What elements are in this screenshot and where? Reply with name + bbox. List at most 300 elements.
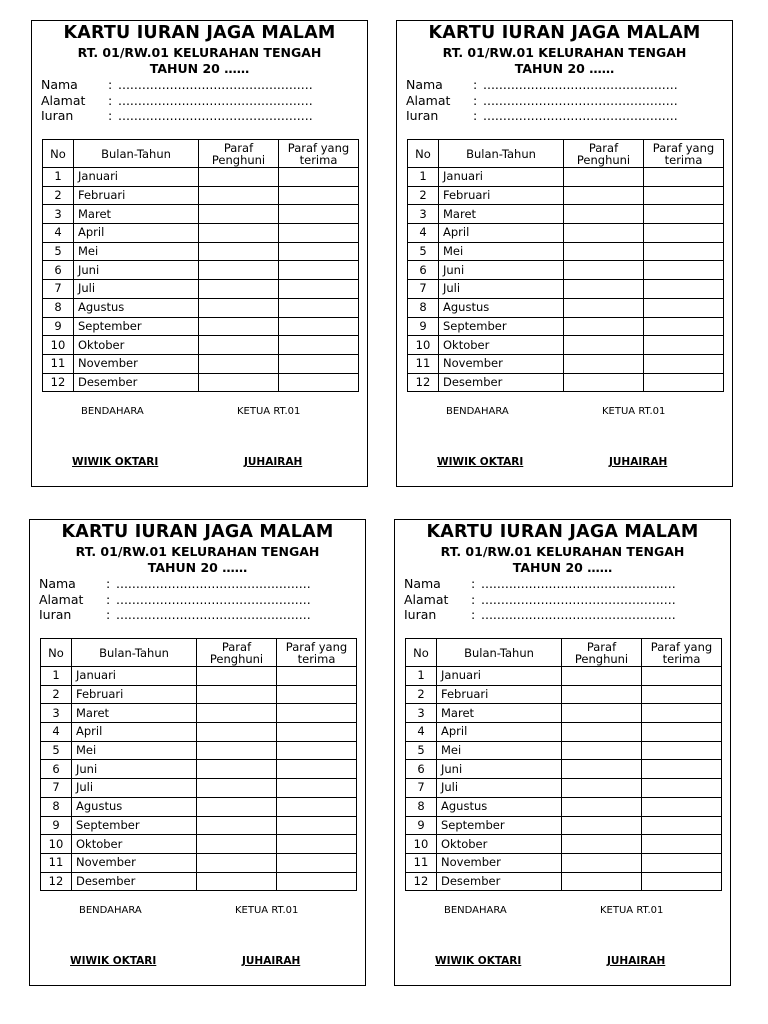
table-row xyxy=(43,224,359,243)
field-row-alamat xyxy=(39,592,311,608)
ketua-label: KETUA RT.01 xyxy=(235,905,299,916)
field-row-nama xyxy=(39,576,311,592)
member-fields xyxy=(404,576,676,623)
row-number: 4 xyxy=(41,723,72,742)
field-colon: : xyxy=(106,576,111,591)
paraf-terima-cell xyxy=(279,354,359,373)
field-row-alamat xyxy=(404,592,676,608)
paraf-penghuni-cell xyxy=(197,779,277,798)
paraf-terima-cell xyxy=(644,354,724,373)
field-row-nama xyxy=(41,77,313,93)
paraf-penghuni-cell xyxy=(564,261,644,280)
table-row xyxy=(408,373,724,392)
payment-table xyxy=(405,638,722,891)
table-row xyxy=(43,261,359,280)
row-number: 5 xyxy=(43,242,74,261)
table-row xyxy=(408,336,724,355)
field-label: Iuran xyxy=(406,108,439,123)
row-month: Desember xyxy=(437,872,562,891)
field-colon: : xyxy=(471,607,476,622)
table-row xyxy=(408,298,724,317)
card-subtitle: RT. 01/RW.01 KELURAHAN TENGAH xyxy=(442,45,687,60)
table-row xyxy=(43,373,359,392)
field-row-iuran xyxy=(404,607,676,623)
row-number: 3 xyxy=(406,704,437,723)
field-row-iuran xyxy=(39,607,311,623)
card-subtitle: RT. 01/RW.01 KELURAHAN TENGAH xyxy=(77,45,322,60)
dues-card xyxy=(29,519,366,986)
field-label: Alamat xyxy=(41,92,86,108)
field-blank: ................................................. xyxy=(116,607,311,622)
table-row xyxy=(41,685,357,704)
table-row xyxy=(43,317,359,336)
row-month: Desember xyxy=(439,373,564,392)
row-month: Mei xyxy=(72,741,197,760)
field-colon: : xyxy=(471,591,476,607)
row-number: 9 xyxy=(406,816,437,835)
paraf-terima-cell xyxy=(644,186,724,205)
dues-card xyxy=(394,519,731,986)
row-month: Oktober xyxy=(437,835,562,854)
field-row-iuran xyxy=(41,108,313,124)
row-month: Mei xyxy=(74,242,199,261)
table-row xyxy=(406,667,722,686)
field-row-iuran xyxy=(406,108,678,124)
row-month: September xyxy=(72,816,197,835)
row-number: 8 xyxy=(43,298,74,317)
row-number: 6 xyxy=(408,261,439,280)
paraf-penghuni-cell xyxy=(197,797,277,816)
table-row xyxy=(41,741,357,760)
payment-table xyxy=(42,139,359,392)
ketua-label: KETUA RT.01 xyxy=(237,406,301,417)
paraf-terima-cell xyxy=(642,797,722,816)
row-month: Oktober xyxy=(74,336,199,355)
paraf-penghuni-cell xyxy=(564,186,644,205)
paraf-penghuni-cell xyxy=(564,242,644,261)
field-colon: : xyxy=(473,77,478,92)
row-number: 2 xyxy=(41,685,72,704)
paraf-penghuni-cell xyxy=(562,779,642,798)
row-month: Maret xyxy=(439,205,564,224)
paraf-penghuni-cell xyxy=(562,760,642,779)
paraf-terima-cell xyxy=(279,168,359,187)
dues-card xyxy=(31,20,368,487)
paraf-terima-cell xyxy=(277,853,357,872)
paraf-penghuni-cell xyxy=(199,242,279,261)
paraf-penghuni-cell xyxy=(197,760,277,779)
header-no: No xyxy=(41,639,72,667)
field-row-nama xyxy=(404,576,676,592)
row-number: 10 xyxy=(43,336,74,355)
field-blank: ................................................. xyxy=(116,591,311,607)
ketua-label: KETUA RT.01 xyxy=(600,905,664,916)
paraf-terima-cell xyxy=(642,685,722,704)
card-title: KARTU IURAN JAGA MALAM xyxy=(428,23,701,43)
field-blank: ................................................. xyxy=(481,576,676,591)
table-row xyxy=(408,224,724,243)
row-month: September xyxy=(74,317,199,336)
field-colon: : xyxy=(108,108,113,123)
paraf-penghuni-cell xyxy=(197,667,277,686)
paraf-penghuni-cell xyxy=(564,168,644,187)
paraf-terima-cell xyxy=(279,186,359,205)
paraf-penghuni-cell xyxy=(199,280,279,299)
table-header-row xyxy=(406,639,722,667)
paraf-terima-cell xyxy=(277,723,357,742)
paraf-terima-cell xyxy=(642,741,722,760)
paraf-penghuni-cell xyxy=(197,853,277,872)
bendahara-label: BENDAHARA xyxy=(444,905,507,916)
header-no: No xyxy=(43,140,74,168)
paraf-terima-cell xyxy=(279,205,359,224)
card-year: TAHUN 20 …… xyxy=(147,560,248,575)
paraf-penghuni-cell xyxy=(562,853,642,872)
table-row xyxy=(43,336,359,355)
row-number: 7 xyxy=(43,280,74,299)
field-blank: ................................................. xyxy=(118,77,313,92)
ketua-name: JUHAIRAH xyxy=(607,955,666,967)
table-row xyxy=(41,760,357,779)
table-row xyxy=(408,261,724,280)
member-fields xyxy=(41,77,313,124)
table-row xyxy=(43,205,359,224)
table-header-row xyxy=(43,140,359,168)
table-row xyxy=(41,816,357,835)
header-paraf-terima: Paraf yang terima xyxy=(277,639,357,667)
row-number: 7 xyxy=(406,779,437,798)
table-row xyxy=(406,760,722,779)
field-label: Iuran xyxy=(404,607,437,622)
paraf-terima-cell xyxy=(644,242,724,261)
field-colon: : xyxy=(471,576,476,591)
paraf-terima-cell xyxy=(277,872,357,891)
paraf-terima-cell xyxy=(277,760,357,779)
paraf-terima-cell xyxy=(642,872,722,891)
row-month: April xyxy=(439,224,564,243)
row-month: April xyxy=(437,723,562,742)
header-paraf-penghuni: Paraf Penghuni xyxy=(197,639,277,667)
row-number: 8 xyxy=(408,298,439,317)
table-row xyxy=(41,797,357,816)
bendahara-name: WIWIK OKTARI xyxy=(437,456,524,468)
row-month: November xyxy=(74,354,199,373)
row-month: Maret xyxy=(72,704,197,723)
paraf-penghuni-cell xyxy=(564,280,644,299)
field-row-alamat xyxy=(406,93,678,109)
paraf-terima-cell xyxy=(277,667,357,686)
table-row xyxy=(406,797,722,816)
paraf-terima-cell xyxy=(642,667,722,686)
row-number: 1 xyxy=(408,168,439,187)
field-blank: ................................................. xyxy=(116,576,311,591)
field-label: Nama xyxy=(404,576,441,591)
field-label: Alamat xyxy=(404,591,449,607)
table-row xyxy=(406,835,722,854)
table-row xyxy=(41,704,357,723)
paraf-terima-cell xyxy=(279,280,359,299)
row-number: 2 xyxy=(406,685,437,704)
paraf-penghuni-cell xyxy=(197,816,277,835)
paraf-terima-cell xyxy=(642,816,722,835)
row-month: Agustus xyxy=(74,298,199,317)
bendahara-label: BENDAHARA xyxy=(446,406,509,417)
header-bulan-tahun: Bulan-Tahun xyxy=(437,639,562,667)
row-number: 9 xyxy=(43,317,74,336)
row-month: Maret xyxy=(437,704,562,723)
table-row xyxy=(406,685,722,704)
row-number: 11 xyxy=(408,354,439,373)
paraf-penghuni-cell xyxy=(197,835,277,854)
header-bulan-tahun: Bulan-Tahun xyxy=(439,140,564,168)
paraf-terima-cell xyxy=(644,373,724,392)
field-blank: ................................................. xyxy=(483,92,678,108)
row-month: Maret xyxy=(74,205,199,224)
table-row xyxy=(43,186,359,205)
row-number: 12 xyxy=(408,373,439,392)
paraf-terima-cell xyxy=(642,704,722,723)
table-row xyxy=(43,168,359,187)
ketua-name: JUHAIRAH xyxy=(242,955,301,967)
paraf-terima-cell xyxy=(642,779,722,798)
card-subtitle: RT. 01/RW.01 KELURAHAN TENGAH xyxy=(75,544,320,559)
field-blank: ................................................. xyxy=(483,108,678,123)
card-year: TAHUN 20 …… xyxy=(149,61,250,76)
row-number: 12 xyxy=(41,872,72,891)
row-month: Januari xyxy=(439,168,564,187)
row-number: 9 xyxy=(408,317,439,336)
member-fields xyxy=(406,77,678,124)
paraf-penghuni-cell xyxy=(197,872,277,891)
row-month: Juli xyxy=(72,779,197,798)
paraf-terima-cell xyxy=(279,317,359,336)
row-month: April xyxy=(72,723,197,742)
row-number: 6 xyxy=(43,261,74,280)
bendahara-name: WIWIK OKTARI xyxy=(435,955,522,967)
table-row xyxy=(406,853,722,872)
header-paraf-terima: Paraf yang terima xyxy=(279,140,359,168)
row-month: Agustus xyxy=(437,797,562,816)
paraf-terima-cell xyxy=(279,242,359,261)
paraf-penghuni-cell xyxy=(199,168,279,187)
header-paraf-terima: Paraf yang terima xyxy=(642,639,722,667)
header-bulan-tahun: Bulan-Tahun xyxy=(74,140,199,168)
paraf-terima-cell xyxy=(277,797,357,816)
row-number: 2 xyxy=(43,186,74,205)
field-label: Iuran xyxy=(39,607,72,622)
table-row xyxy=(41,667,357,686)
table-row xyxy=(406,704,722,723)
row-number: 5 xyxy=(406,741,437,760)
row-month: Oktober xyxy=(72,835,197,854)
header-bulan-tahun: Bulan-Tahun xyxy=(72,639,197,667)
row-month: November xyxy=(437,853,562,872)
payment-table xyxy=(407,139,724,392)
field-row-alamat xyxy=(41,93,313,109)
row-number: 1 xyxy=(406,667,437,686)
card-title: KARTU IURAN JAGA MALAM xyxy=(61,522,334,542)
table-row xyxy=(408,280,724,299)
table-row xyxy=(41,779,357,798)
paraf-penghuni-cell xyxy=(562,816,642,835)
paraf-terima-cell xyxy=(279,298,359,317)
field-blank: ................................................. xyxy=(118,108,313,123)
paraf-penghuni-cell xyxy=(562,685,642,704)
paraf-penghuni-cell xyxy=(199,354,279,373)
paraf-penghuni-cell xyxy=(197,704,277,723)
table-row xyxy=(406,723,722,742)
paraf-terima-cell xyxy=(279,261,359,280)
field-label: Nama xyxy=(41,77,78,92)
paraf-terima-cell xyxy=(642,760,722,779)
row-month: Juni xyxy=(439,261,564,280)
card-title: KARTU IURAN JAGA MALAM xyxy=(63,23,336,43)
row-month: Juni xyxy=(72,760,197,779)
row-number: 4 xyxy=(408,224,439,243)
table-row xyxy=(43,280,359,299)
paraf-penghuni-cell xyxy=(562,667,642,686)
table-row xyxy=(408,186,724,205)
table-row xyxy=(406,816,722,835)
table-row xyxy=(41,853,357,872)
row-number: 11 xyxy=(406,853,437,872)
paraf-terima-cell xyxy=(642,723,722,742)
bendahara-name: WIWIK OKTARI xyxy=(72,456,159,468)
paraf-terima-cell xyxy=(644,298,724,317)
paraf-terima-cell xyxy=(277,779,357,798)
paraf-penghuni-cell xyxy=(564,205,644,224)
table-row xyxy=(41,835,357,854)
row-number: 3 xyxy=(408,205,439,224)
paraf-penghuni-cell xyxy=(199,205,279,224)
row-number: 6 xyxy=(41,760,72,779)
paraf-penghuni-cell xyxy=(199,373,279,392)
paraf-penghuni-cell xyxy=(199,298,279,317)
row-number: 6 xyxy=(406,760,437,779)
field-label: Alamat xyxy=(39,591,84,607)
header-paraf-penghuni: Paraf Penghuni xyxy=(564,140,644,168)
header-paraf-terima: Paraf yang terima xyxy=(644,140,724,168)
row-number: 5 xyxy=(41,741,72,760)
row-number: 9 xyxy=(41,816,72,835)
field-label: Nama xyxy=(39,576,76,591)
field-colon: : xyxy=(108,77,113,92)
row-number: 1 xyxy=(41,667,72,686)
header-paraf-penghuni: Paraf Penghuni xyxy=(199,140,279,168)
paraf-penghuni-cell xyxy=(199,224,279,243)
paraf-penghuni-cell xyxy=(562,741,642,760)
row-month: September xyxy=(437,816,562,835)
field-blank: ................................................. xyxy=(481,591,676,607)
table-row xyxy=(41,872,357,891)
table-row xyxy=(408,317,724,336)
paraf-terima-cell xyxy=(277,741,357,760)
row-month: Agustus xyxy=(439,298,564,317)
paraf-terima-cell xyxy=(644,261,724,280)
bendahara-name: WIWIK OKTARI xyxy=(70,955,157,967)
row-number: 4 xyxy=(406,723,437,742)
field-blank: ................................................. xyxy=(483,77,678,92)
ketua-name: JUHAIRAH xyxy=(244,456,303,468)
row-month: Juli xyxy=(74,280,199,299)
card-subtitle: RT. 01/RW.01 KELURAHAN TENGAH xyxy=(440,544,685,559)
field-colon: : xyxy=(473,108,478,123)
paraf-terima-cell xyxy=(644,168,724,187)
row-number: 7 xyxy=(41,779,72,798)
row-month: September xyxy=(439,317,564,336)
paraf-terima-cell xyxy=(279,336,359,355)
paraf-penghuni-cell xyxy=(562,872,642,891)
table-row xyxy=(406,779,722,798)
row-number: 8 xyxy=(41,797,72,816)
row-month: Desember xyxy=(74,373,199,392)
field-colon: : xyxy=(106,607,111,622)
row-number: 12 xyxy=(406,872,437,891)
row-month: Juli xyxy=(439,280,564,299)
paraf-terima-cell xyxy=(279,373,359,392)
bendahara-label: BENDAHARA xyxy=(79,905,142,916)
table-header-row xyxy=(408,140,724,168)
paraf-penghuni-cell xyxy=(564,298,644,317)
row-number: 11 xyxy=(43,354,74,373)
row-number: 2 xyxy=(408,186,439,205)
row-month: Januari xyxy=(437,667,562,686)
row-month: Februari xyxy=(74,186,199,205)
card-year: TAHUN 20 …… xyxy=(514,61,615,76)
row-number: 7 xyxy=(408,280,439,299)
row-month: Februari xyxy=(72,685,197,704)
table-row xyxy=(406,741,722,760)
row-month: Januari xyxy=(72,667,197,686)
paraf-penghuni-cell xyxy=(564,373,644,392)
table-row xyxy=(408,205,724,224)
row-number: 10 xyxy=(408,336,439,355)
row-month: Agustus xyxy=(72,797,197,816)
paraf-penghuni-cell xyxy=(562,835,642,854)
bendahara-label: BENDAHARA xyxy=(81,406,144,417)
paraf-penghuni-cell xyxy=(199,336,279,355)
card-year: TAHUN 20 …… xyxy=(512,560,613,575)
field-colon: : xyxy=(473,92,478,108)
field-label: Iuran xyxy=(41,108,74,123)
paraf-penghuni-cell xyxy=(564,317,644,336)
paraf-terima-cell xyxy=(642,835,722,854)
paraf-penghuni-cell xyxy=(197,741,277,760)
field-colon: : xyxy=(106,591,111,607)
paraf-terima-cell xyxy=(644,205,724,224)
row-month: April xyxy=(74,224,199,243)
ketua-name: JUHAIRAH xyxy=(609,456,668,468)
row-month: Oktober xyxy=(439,336,564,355)
paraf-penghuni-cell xyxy=(199,261,279,280)
paraf-terima-cell xyxy=(277,685,357,704)
field-colon: : xyxy=(108,92,113,108)
paraf-penghuni-cell xyxy=(564,224,644,243)
table-row xyxy=(406,872,722,891)
row-month: November xyxy=(72,853,197,872)
paraf-terima-cell xyxy=(644,336,724,355)
row-number: 3 xyxy=(43,205,74,224)
row-month: Juli xyxy=(437,779,562,798)
header-no: No xyxy=(406,639,437,667)
table-row xyxy=(43,354,359,373)
field-blank: ................................................. xyxy=(481,607,676,622)
field-row-nama xyxy=(406,77,678,93)
dues-card xyxy=(396,20,733,487)
paraf-penghuni-cell xyxy=(562,704,642,723)
row-month: Juni xyxy=(437,760,562,779)
header-paraf-penghuni: Paraf Penghuni xyxy=(562,639,642,667)
